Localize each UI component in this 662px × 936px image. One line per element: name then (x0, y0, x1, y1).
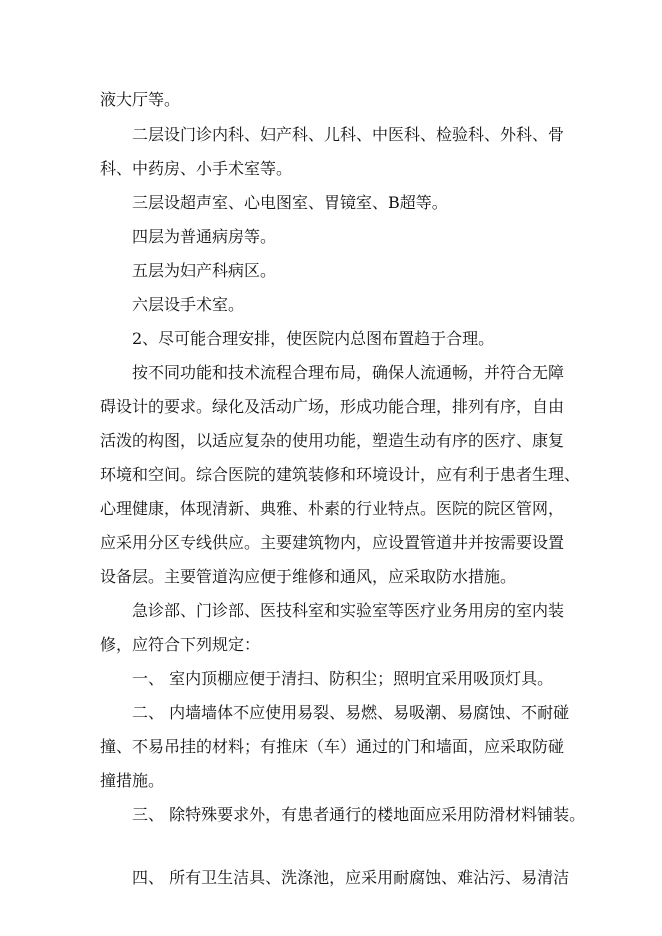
text-line: 心理健康，体现清新、典雅、朴素的行业特点。医院的院区管网， (100, 499, 565, 518)
text-line: 环境和空间。综合医院的建筑装修和环境设计，应有利于患者生理、 (100, 465, 581, 484)
text-line: 六层设手术室。 (132, 295, 245, 314)
list-item: 四、 所有卫生洁具、洗涤池，应采用耐腐蚀、难沾污、易清洁 (132, 868, 570, 887)
text-line: 修，应符合下列规定： (100, 635, 261, 654)
text-line: 撞措施。 (100, 771, 165, 790)
text-line: 活泼的构图，以适应复杂的使用功能，塑造生动有序的医疗、康复 (100, 431, 565, 450)
text-line: 急诊部、门诊部、医技科室和实验室等医疗业务用房的室内装 (132, 601, 565, 620)
text-line: 撞、不易吊挂的材料；有推床（车）通过的门和墙面，应采取防碰 (100, 737, 565, 756)
text-line: 五层为妇产科病区。 (132, 261, 277, 280)
text-line: 三层设超声室、心电图室、胃镜室、B超等。 (132, 193, 448, 212)
list-item: 一、 室内顶棚应便于清扫、防积尘；照明宜采用吸顶灯具。 (132, 669, 554, 688)
text-line: 设备层。主要管道沟应便于维修和通风，应采取防水措施。 (100, 567, 517, 586)
text-line: 二层设门诊内科、妇产科、儿科、中医科、检验科、外科、骨 (132, 125, 565, 144)
list-item: 三、 除特殊要求外，有患者通行的楼地面应采用防滑材料铺装。 (132, 805, 586, 824)
text-line: 液大厅等。 (100, 90, 181, 109)
text-line: 碍设计的要求。绿化及活动广场，形成功能合理，排列有序，自由 (100, 397, 565, 416)
section-heading: 2、尽可能合理安排，使医院内总图布置趋于合理。 (132, 329, 495, 348)
list-item: 二、 内墙墙体不应使用易裂、易燃、易吸潮、易腐蚀、不耐碰 (132, 703, 570, 722)
text-line: 四层为普通病房等。 (132, 227, 277, 246)
text-line: 科、中药房、小手术室等。 (100, 159, 293, 178)
text-line: 应采用分区专线供应。主要建筑物内，应设置管道井并按需要设置 (100, 533, 565, 552)
text-line: 按不同功能和技术流程合理布局，确保人流通畅，并符合无障 (132, 363, 565, 382)
